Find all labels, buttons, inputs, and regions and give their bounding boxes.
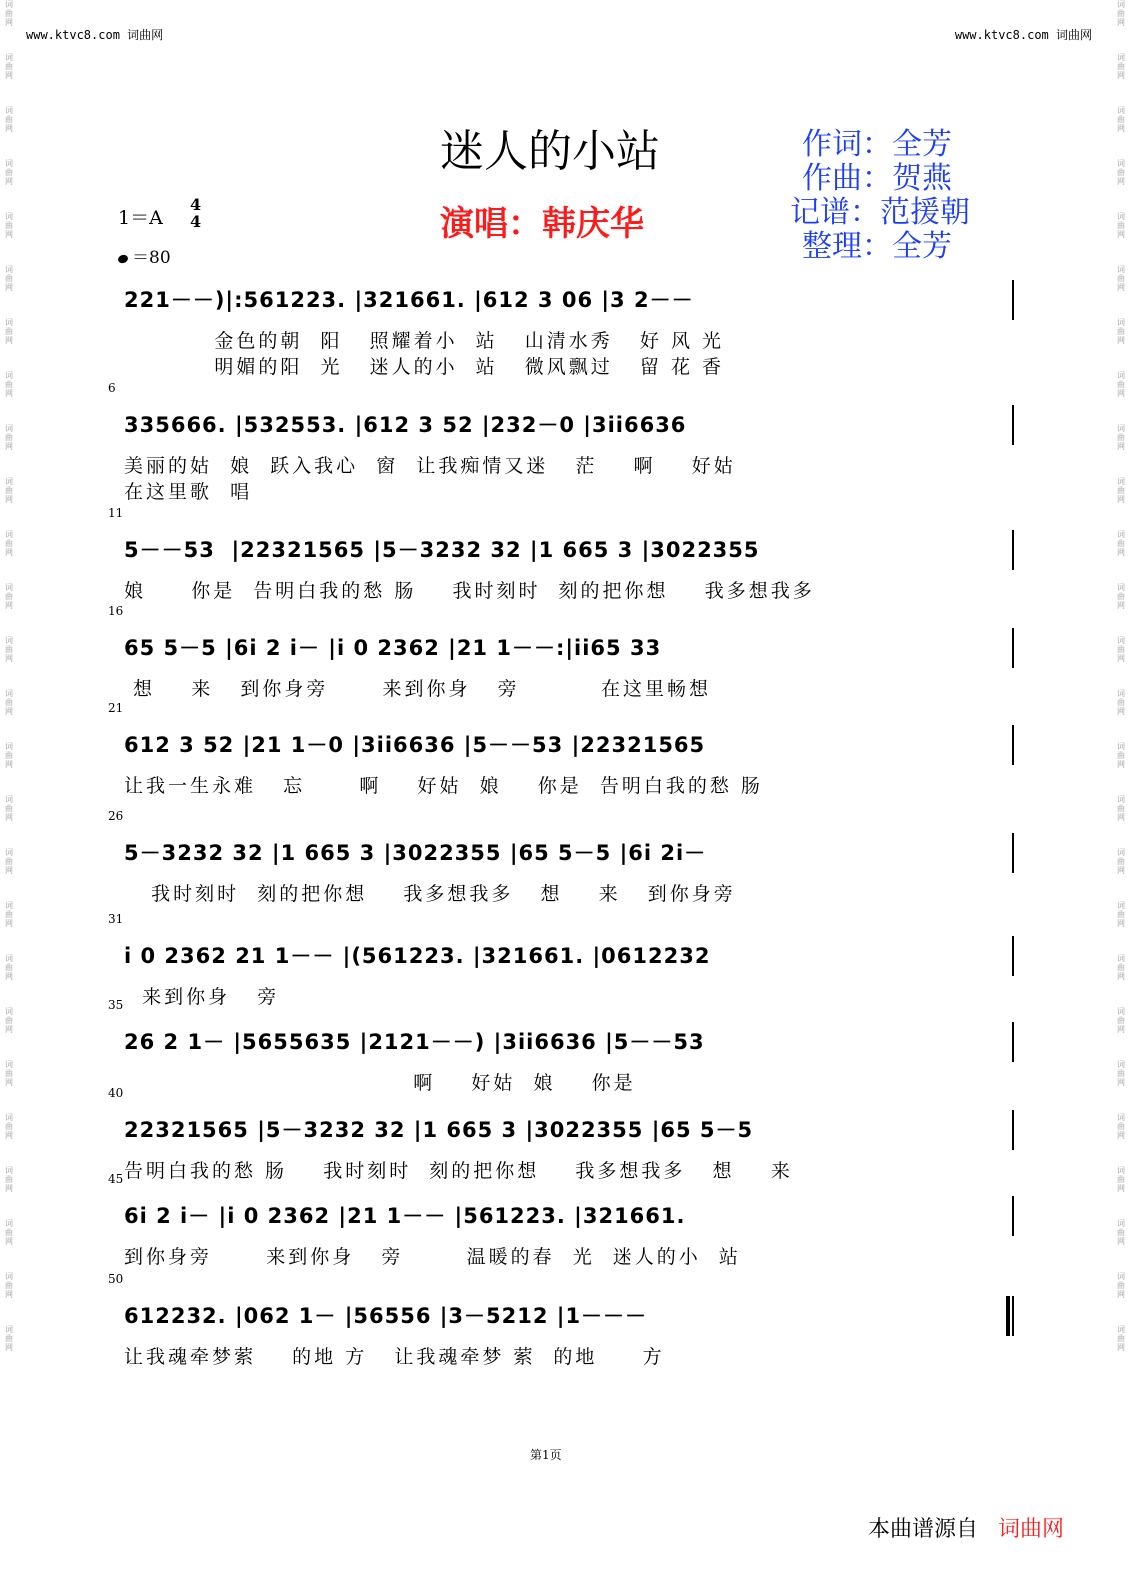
watermark-text: 词 曲 网 [5, 636, 13, 663]
watermark-text: 词 曲 网 [5, 106, 13, 133]
lyrics-line-1: 来到你身 旁 [124, 986, 280, 1008]
barline [1012, 936, 1014, 976]
watermark-text: 词 曲 网 [5, 530, 13, 557]
watermark-text: 词 曲 网 [5, 954, 13, 981]
score-system [108, 912, 1020, 1036]
right-watermark-strip [1112, 0, 1130, 1580]
barline [1012, 280, 1014, 320]
notation-line: 22321565 |5－3232 32 |1 665 3 |3022355 |65 5－5 [124, 1118, 754, 1142]
notation-line: i 0 2362 21 1－－ |(561223. |321661. |0612232 [124, 944, 711, 968]
lyrics-line-1: 金色的朝 阳 照耀着小 站 山清水秀 好 风 光 [124, 330, 724, 352]
watermark-text: 词 曲 网 [5, 901, 13, 928]
notation-line: 65 5－5 |6i 2 i－ |i 0 2362 |21 1－－:|ii65 33 [124, 636, 662, 660]
watermark-text: 词 曲 网 [1117, 901, 1125, 928]
watermark-text: 词 曲 网 [5, 212, 13, 239]
measure-number: 26 [108, 809, 124, 823]
watermark-text: 词 曲 网 [1117, 1166, 1125, 1193]
lyrics-line-1: 我时刻时 刻的把你想 我多想我多 想 来 到你身旁 [124, 883, 736, 905]
measure-number: 45 [108, 1172, 124, 1186]
header-url-left[interactable]: www.ktvc8.com 词曲网 [26, 28, 164, 42]
barline [1012, 1196, 1014, 1236]
composer-credit: 作曲：贺燕 [802, 161, 952, 196]
transcriber-credit: 记谱：范援朝 [790, 195, 970, 230]
watermark-text: 词 曲 网 [1117, 583, 1125, 610]
score-system [108, 1086, 1020, 1210]
barline [1012, 725, 1014, 765]
notation-line: 5－3232 32 |1 665 3 |3022355 |65 5－5 |6i 2i－ [124, 841, 707, 865]
watermark-text: 词 曲 网 [1117, 795, 1125, 822]
source-site-link[interactable]: 词曲网 [998, 1517, 1065, 1542]
watermark-text: 词 曲 网 [5, 689, 13, 716]
watermark-text: 词 曲 网 [5, 1113, 13, 1140]
watermark-text: 词 曲 网 [5, 53, 13, 80]
score-system [108, 604, 1020, 728]
left-watermark-strip [0, 0, 18, 1580]
watermark-text: 词 曲 网 [1117, 53, 1125, 80]
barline [1012, 1110, 1014, 1150]
lyrics-line-1: 美丽的姑 娘 跃入我心 窗 让我痴情又迷 茫 啊 好姑 [124, 455, 736, 477]
watermark-text: 词 曲 网 [5, 795, 13, 822]
barline [1012, 1022, 1014, 1062]
watermark-text: 词 曲 网 [5, 0, 13, 27]
watermark-text: 词 曲 网 [1117, 954, 1125, 981]
lyrics-line-1: 让我魂牵梦萦 的地 方 让我魂牵梦 萦 的地 方 [124, 1346, 665, 1368]
watermark-text: 词 曲 网 [5, 424, 13, 451]
measure-number: 21 [108, 701, 124, 715]
tempo-mark [118, 243, 171, 268]
watermark-text: 词 曲 网 [1117, 1325, 1125, 1352]
score-system [108, 1172, 1020, 1296]
quarter-note-icon [117, 254, 129, 265]
song-title: 迷人的小站 [440, 126, 660, 177]
watermark-text: 词 曲 网 [5, 742, 13, 769]
measure-number: 35 [108, 998, 124, 1012]
score-system [108, 809, 1020, 933]
credits-block [790, 128, 970, 264]
watermark-text: 词 曲 网 [5, 583, 13, 610]
notation-line: 26 2 1－ |5655635 |2121－－) |3ii6636 |5－－53 [124, 1030, 705, 1054]
watermark-text: 词 曲 网 [5, 318, 13, 345]
meter-bottom: 4 [190, 212, 202, 231]
singer-credit: 演唱：韩庆华 [440, 204, 644, 244]
page-number: 第1页 [530, 1448, 562, 1462]
watermark-text: 词 曲 网 [1117, 530, 1125, 557]
tempo-value: ＝80 [132, 248, 171, 268]
watermark-text: 词 曲 网 [5, 159, 13, 186]
lyrics-line-1: 啊 好姑 娘 你是 [124, 1072, 636, 1094]
watermark-text: 词 曲 网 [5, 1219, 13, 1246]
watermark-text: 词 曲 网 [1117, 1272, 1125, 1299]
score-system [108, 280, 1020, 380]
arranger-credit: 整理：全芳 [802, 229, 952, 264]
watermark-text: 词 曲 网 [1117, 689, 1125, 716]
notation-line: 612 3 52 |21 1－0 |3ii6636 |5－－53 |22321565 [124, 733, 706, 757]
measure-number: 31 [108, 912, 124, 926]
barline [1012, 530, 1014, 570]
watermark-text: 词 曲 网 [1117, 212, 1125, 239]
watermark-text: 词 曲 网 [1117, 1060, 1125, 1087]
watermark-text: 词 曲 网 [1117, 265, 1125, 292]
lyrics-line-1: 告明白我的愁 肠 我时刻时 刻的把你想 我多想我多 想 来 [124, 1160, 793, 1182]
score-system [108, 998, 1020, 1122]
watermark-text: 词 曲 网 [1117, 742, 1125, 769]
score-system [108, 701, 1020, 825]
watermark-text: 词 曲 网 [1117, 106, 1125, 133]
meter-top: 4 [190, 195, 202, 214]
watermark-text: 词 曲 网 [1117, 371, 1125, 398]
barline [1012, 1296, 1014, 1336]
measure-number: 16 [108, 604, 124, 618]
watermark-text: 词 曲 网 [5, 1272, 13, 1299]
lyrics-line-1: 让我一生永难 忘 啊 好姑 娘 你是 告明白我的愁 肠 [124, 775, 763, 797]
score-system [108, 1272, 1020, 1396]
lyrics-line-1: 想 来 到你身旁 来到你身 旁 在这里畅想 [124, 678, 712, 700]
watermark-text: 词 曲 网 [5, 1325, 13, 1352]
score-system [108, 381, 1020, 505]
watermark-text: 词 曲 网 [1117, 848, 1125, 875]
lyrics-line-2: 在这里歌 唱 [124, 481, 253, 503]
time-signature [190, 196, 201, 230]
watermark-text: 词 曲 网 [5, 477, 13, 504]
watermark-text: 词 曲 网 [5, 1060, 13, 1087]
source-label: 本曲谱源自 [868, 1517, 979, 1542]
watermark-text: 词 曲 网 [1117, 1113, 1125, 1140]
lyrics-line-1: 娘 你是 告明白我的愁 肠 我时刻时 刻的把你想 我多想我多 [124, 580, 815, 602]
watermark-text: 词 曲 网 [1117, 0, 1125, 27]
measure-number: 40 [108, 1086, 124, 1100]
key-signature: 1＝A [118, 207, 163, 229]
barline [1012, 405, 1014, 445]
notation-line: 335666. |532553. |612 3 52 |232－0 |3ii6636 [124, 413, 687, 437]
notation-line: 6i 2 i－ |i 0 2362 |21 1－－ |561223. |321661. [124, 1204, 686, 1228]
notation-line: 5－－53 |22321565 |5－3232 32 |1 665 3 |3022355 [124, 538, 760, 562]
final-barline [1006, 1296, 1010, 1336]
notation-line: 612232. |062 1－ |56556 |3－5212 |1－－－ [124, 1304, 648, 1328]
watermark-text: 词 曲 网 [1117, 424, 1125, 451]
watermark-text: 词 曲 网 [1117, 477, 1125, 504]
watermark-text: 词 曲 网 [5, 265, 13, 292]
watermark-text: 词 曲 网 [5, 1007, 13, 1034]
watermark-text: 词 曲 网 [1117, 636, 1125, 663]
measure-number: 11 [108, 506, 124, 520]
lyrics-line-2: 明媚的阳 光 迷人的小 站 微风飘过 留 花 香 [124, 356, 724, 378]
measure-number: 50 [108, 1272, 124, 1286]
notation-line: 221－－)|:561223. |321661. |612 3 06 |3 2－－ [124, 288, 694, 312]
barline [1012, 833, 1014, 873]
watermark-text: 词 曲 网 [5, 371, 13, 398]
lyricist-credit: 作词：全芳 [802, 127, 952, 162]
lyrics-line-1: 到你身旁 来到你身 旁 温暖的春 光 迷人的小 站 [124, 1246, 741, 1268]
watermark-text: 词 曲 网 [1117, 1219, 1125, 1246]
source-credit [868, 1512, 1064, 1543]
header-url-right[interactable]: www.ktvc8.com 词曲网 [954, 28, 1092, 42]
watermark-text: 词 曲 网 [1117, 1007, 1125, 1034]
score-system [108, 506, 1020, 630]
measure-number: 6 [108, 381, 116, 395]
watermark-text: 词 曲 网 [1117, 159, 1125, 186]
watermark-text: 词 曲 网 [5, 848, 13, 875]
watermark-text: 词 曲 网 [5, 1166, 13, 1193]
barline [1012, 628, 1014, 668]
watermark-text: 词 曲 网 [1117, 318, 1125, 345]
